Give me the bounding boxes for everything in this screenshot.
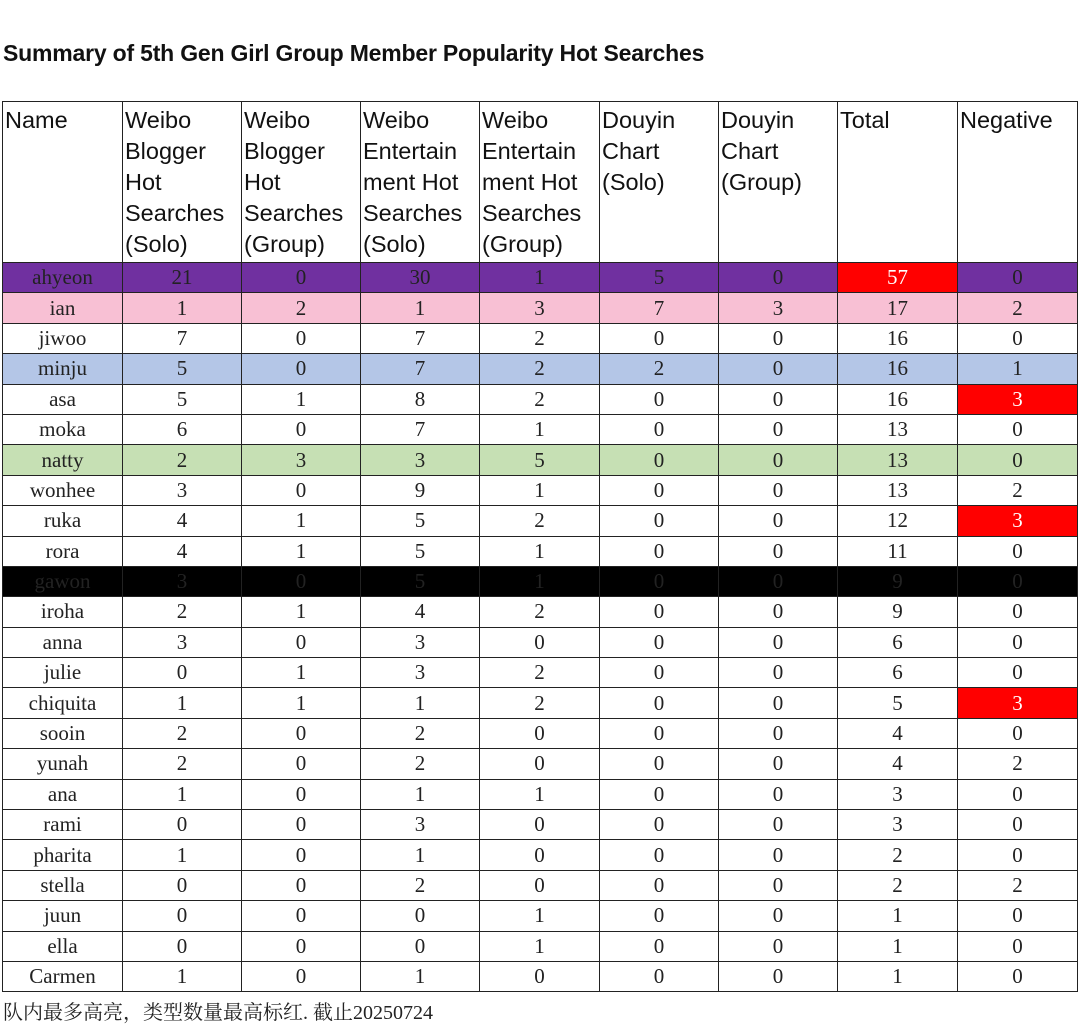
cell-total: 12 xyxy=(838,506,958,536)
cell-douyin-group: 0 xyxy=(719,779,838,809)
cell-douyin-group: 0 xyxy=(719,354,838,384)
cell-name: ella xyxy=(3,931,123,961)
footnote: 队内最多高亮，类型数量最高标红. 截止20250724 xyxy=(3,1002,433,1024)
cell-name: minju xyxy=(3,354,123,384)
cell-douyin-solo: 0 xyxy=(600,961,719,991)
cell-weibo-blogger-solo: 2 xyxy=(123,597,242,627)
cell-douyin-group: 0 xyxy=(719,749,838,779)
cell-total: 3 xyxy=(838,810,958,840)
column-header-douyin-solo: Douyin Chart (Solo) xyxy=(600,102,719,263)
cell-weibo-blogger-solo: 4 xyxy=(123,536,242,566)
cell-douyin-solo: 0 xyxy=(600,475,719,505)
cell-total: 1 xyxy=(838,901,958,931)
cell-negative: 0 xyxy=(958,931,1078,961)
cell-weibo-blogger-group: 0 xyxy=(242,961,361,991)
cell-weibo-entertainment-solo: 0 xyxy=(361,901,480,931)
table-row xyxy=(3,414,1078,444)
cell-name: wonhee xyxy=(3,475,123,505)
cell-weibo-entertainment-group: 2 xyxy=(480,354,600,384)
cell-weibo-entertainment-group: 1 xyxy=(480,414,600,444)
cell-douyin-group: 0 xyxy=(719,414,838,444)
cell-negative: 0 xyxy=(958,658,1078,688)
cell-negative: 2 xyxy=(958,749,1078,779)
cell-douyin-group: 0 xyxy=(719,536,838,566)
table-row xyxy=(3,384,1078,414)
cell-negative: 0 xyxy=(958,901,1078,931)
cell-name: ahyeon xyxy=(3,263,123,293)
table-row xyxy=(3,445,1078,475)
table-row xyxy=(3,323,1078,353)
cell-douyin-solo: 0 xyxy=(600,566,719,596)
table-row xyxy=(3,293,1078,323)
cell-douyin-group: 0 xyxy=(719,384,838,414)
cell-weibo-entertainment-solo: 1 xyxy=(361,840,480,870)
cell-weibo-entertainment-solo: 1 xyxy=(361,961,480,991)
cell-name: ana xyxy=(3,779,123,809)
cell-weibo-entertainment-solo: 5 xyxy=(361,566,480,596)
table-row xyxy=(3,718,1078,748)
cell-douyin-solo: 0 xyxy=(600,749,719,779)
cell-weibo-entertainment-group: 2 xyxy=(480,506,600,536)
cell-weibo-entertainment-solo: 1 xyxy=(361,293,480,323)
cell-weibo-entertainment-solo: 0 xyxy=(361,931,480,961)
cell-weibo-blogger-solo: 1 xyxy=(123,779,242,809)
cell-total: 1 xyxy=(838,931,958,961)
table-row xyxy=(3,931,1078,961)
cell-weibo-blogger-group: 0 xyxy=(242,840,361,870)
cell-name: iroha xyxy=(3,597,123,627)
cell-negative: 0 xyxy=(958,627,1078,657)
table-body xyxy=(3,263,1078,992)
column-header-weibo-entertainment-solo: Weibo Entertain ment Hot Searches (Solo) xyxy=(361,102,480,263)
cell-douyin-solo: 0 xyxy=(600,901,719,931)
cell-weibo-entertainment-group: 0 xyxy=(480,870,600,900)
cell-weibo-blogger-group: 1 xyxy=(242,506,361,536)
cell-name: asa xyxy=(3,384,123,414)
cell-weibo-entertainment-group: 1 xyxy=(480,475,600,505)
header-row xyxy=(3,102,1078,263)
table-row xyxy=(3,263,1078,293)
popularity-table xyxy=(2,101,1078,992)
cell-weibo-blogger-group: 0 xyxy=(242,475,361,505)
cell-weibo-entertainment-solo: 3 xyxy=(361,810,480,840)
cell-douyin-group: 0 xyxy=(719,323,838,353)
cell-douyin-group: 3 xyxy=(719,293,838,323)
cell-weibo-entertainment-group: 0 xyxy=(480,961,600,991)
cell-weibo-entertainment-solo: 3 xyxy=(361,627,480,657)
cell-douyin-group: 0 xyxy=(719,506,838,536)
cell-douyin-group: 0 xyxy=(719,658,838,688)
cell-weibo-entertainment-solo: 2 xyxy=(361,718,480,748)
cell-douyin-group: 0 xyxy=(719,688,838,718)
cell-weibo-blogger-solo: 2 xyxy=(123,718,242,748)
cell-name: Carmen xyxy=(3,961,123,991)
cell-negative: 0 xyxy=(958,779,1078,809)
cell-negative: 0 xyxy=(958,323,1078,353)
table-row xyxy=(3,354,1078,384)
cell-weibo-entertainment-group: 0 xyxy=(480,840,600,870)
cell-douyin-solo: 0 xyxy=(600,718,719,748)
cell-weibo-blogger-solo: 6 xyxy=(123,414,242,444)
cell-total: 4 xyxy=(838,749,958,779)
cell-weibo-entertainment-group: 5 xyxy=(480,445,600,475)
cell-douyin-solo: 0 xyxy=(600,323,719,353)
cell-negative: 0 xyxy=(958,263,1078,293)
table-row xyxy=(3,506,1078,536)
cell-total: 17 xyxy=(838,293,958,323)
cell-total: 16 xyxy=(838,323,958,353)
cell-douyin-solo: 0 xyxy=(600,627,719,657)
cell-weibo-entertainment-group: 3 xyxy=(480,293,600,323)
cell-weibo-entertainment-solo: 8 xyxy=(361,384,480,414)
cell-douyin-solo: 0 xyxy=(600,445,719,475)
cell-douyin-solo: 0 xyxy=(600,688,719,718)
cell-name: chiquita xyxy=(3,688,123,718)
cell-total: 13 xyxy=(838,475,958,505)
cell-weibo-entertainment-solo: 7 xyxy=(361,414,480,444)
cell-weibo-entertainment-solo: 5 xyxy=(361,506,480,536)
cell-douyin-solo: 7 xyxy=(600,293,719,323)
column-header-weibo-entertainment-group: Weibo Entertain ment Hot Searches (Group) xyxy=(480,102,600,263)
cell-negative: 0 xyxy=(958,961,1078,991)
cell-weibo-entertainment-solo: 2 xyxy=(361,749,480,779)
table-row xyxy=(3,627,1078,657)
cell-weibo-blogger-solo: 0 xyxy=(123,810,242,840)
cell-douyin-group: 0 xyxy=(719,475,838,505)
table-row xyxy=(3,475,1078,505)
cell-weibo-blogger-group: 0 xyxy=(242,779,361,809)
cell-weibo-blogger-group: 1 xyxy=(242,658,361,688)
cell-negative: 1 xyxy=(958,354,1078,384)
cell-douyin-group: 0 xyxy=(719,870,838,900)
cell-douyin-solo: 0 xyxy=(600,810,719,840)
cell-weibo-blogger-solo: 0 xyxy=(123,870,242,900)
cell-name: julie xyxy=(3,658,123,688)
cell-weibo-entertainment-group: 2 xyxy=(480,384,600,414)
column-header-weibo-blogger-group: Weibo Blogger Hot Searches (Group) xyxy=(242,102,361,263)
cell-weibo-blogger-group: 0 xyxy=(242,870,361,900)
cell-douyin-solo: 0 xyxy=(600,779,719,809)
cell-weibo-blogger-solo: 21 xyxy=(123,263,242,293)
cell-name: juun xyxy=(3,901,123,931)
table-row xyxy=(3,597,1078,627)
cell-total: 2 xyxy=(838,840,958,870)
table-row xyxy=(3,810,1078,840)
cell-negative: 3 xyxy=(958,506,1078,536)
cell-total: 16 xyxy=(838,384,958,414)
cell-negative: 0 xyxy=(958,597,1078,627)
cell-name: moka xyxy=(3,414,123,444)
cell-weibo-entertainment-group: 1 xyxy=(480,566,600,596)
cell-total: 13 xyxy=(838,445,958,475)
cell-douyin-group: 0 xyxy=(719,840,838,870)
cell-weibo-entertainment-solo: 1 xyxy=(361,779,480,809)
cell-negative: 0 xyxy=(958,566,1078,596)
cell-weibo-blogger-solo: 0 xyxy=(123,901,242,931)
cell-weibo-blogger-group: 1 xyxy=(242,536,361,566)
cell-weibo-entertainment-group: 0 xyxy=(480,749,600,779)
cell-total: 9 xyxy=(838,566,958,596)
table-row xyxy=(3,749,1078,779)
table-row xyxy=(3,870,1078,900)
cell-name: pharita xyxy=(3,840,123,870)
cell-total: 6 xyxy=(838,627,958,657)
cell-douyin-group: 0 xyxy=(719,718,838,748)
cell-weibo-entertainment-solo: 30 xyxy=(361,263,480,293)
cell-total: 16 xyxy=(838,354,958,384)
cell-name: natty xyxy=(3,445,123,475)
cell-douyin-group: 0 xyxy=(719,566,838,596)
cell-douyin-group: 0 xyxy=(719,810,838,840)
cell-weibo-entertainment-solo: 7 xyxy=(361,354,480,384)
cell-weibo-entertainment-group: 0 xyxy=(480,810,600,840)
cell-negative: 0 xyxy=(958,536,1078,566)
cell-weibo-entertainment-group: 0 xyxy=(480,627,600,657)
column-header-negative: Negative xyxy=(958,102,1078,263)
cell-negative: 0 xyxy=(958,445,1078,475)
cell-weibo-entertainment-group: 2 xyxy=(480,688,600,718)
cell-weibo-blogger-group: 3 xyxy=(242,445,361,475)
cell-total: 11 xyxy=(838,536,958,566)
column-header-douyin-group: Douyin Chart (Group) xyxy=(719,102,838,263)
cell-weibo-blogger-solo: 3 xyxy=(123,566,242,596)
cell-weibo-blogger-solo: 3 xyxy=(123,627,242,657)
cell-weibo-blogger-group: 0 xyxy=(242,566,361,596)
table-row xyxy=(3,536,1078,566)
cell-weibo-blogger-solo: 2 xyxy=(123,749,242,779)
table-row xyxy=(3,901,1078,931)
cell-weibo-entertainment-group: 1 xyxy=(480,931,600,961)
cell-weibo-blogger-solo: 0 xyxy=(123,931,242,961)
cell-negative: 0 xyxy=(958,810,1078,840)
cell-douyin-solo: 0 xyxy=(600,870,719,900)
cell-weibo-entertainment-group: 0 xyxy=(480,718,600,748)
cell-weibo-blogger-solo: 5 xyxy=(123,384,242,414)
table-row xyxy=(3,566,1078,596)
cell-weibo-blogger-group: 1 xyxy=(242,597,361,627)
cell-weibo-blogger-solo: 1 xyxy=(123,840,242,870)
column-header-weibo-blogger-solo: Weibo Blogger Hot Searches (Solo) xyxy=(123,102,242,263)
cell-weibo-entertainment-group: 2 xyxy=(480,597,600,627)
cell-total: 5 xyxy=(838,688,958,718)
cell-negative: 2 xyxy=(958,475,1078,505)
cell-douyin-group: 0 xyxy=(719,597,838,627)
cell-weibo-entertainment-group: 1 xyxy=(480,536,600,566)
cell-weibo-blogger-group: 0 xyxy=(242,323,361,353)
cell-douyin-solo: 0 xyxy=(600,840,719,870)
cell-weibo-blogger-group: 0 xyxy=(242,627,361,657)
cell-weibo-blogger-solo: 3 xyxy=(123,475,242,505)
cell-douyin-solo: 0 xyxy=(600,536,719,566)
cell-weibo-blogger-solo: 5 xyxy=(123,354,242,384)
cell-weibo-blogger-group: 0 xyxy=(242,931,361,961)
cell-douyin-group: 0 xyxy=(719,263,838,293)
cell-total: 6 xyxy=(838,658,958,688)
cell-weibo-blogger-group: 1 xyxy=(242,688,361,718)
cell-douyin-group: 0 xyxy=(719,931,838,961)
cell-douyin-solo: 5 xyxy=(600,263,719,293)
cell-name: ruka xyxy=(3,506,123,536)
cell-douyin-group: 0 xyxy=(719,961,838,991)
cell-douyin-group: 0 xyxy=(719,901,838,931)
cell-douyin-solo: 2 xyxy=(600,354,719,384)
cell-weibo-entertainment-solo: 1 xyxy=(361,688,480,718)
cell-weibo-blogger-group: 0 xyxy=(242,810,361,840)
cell-weibo-entertainment-solo: 3 xyxy=(361,445,480,475)
cell-weibo-blogger-group: 0 xyxy=(242,263,361,293)
cell-douyin-group: 0 xyxy=(719,627,838,657)
cell-name: jiwoo xyxy=(3,323,123,353)
cell-total: 3 xyxy=(838,779,958,809)
cell-name: rora xyxy=(3,536,123,566)
table-row xyxy=(3,840,1078,870)
cell-total: 4 xyxy=(838,718,958,748)
cell-negative: 3 xyxy=(958,384,1078,414)
table-row xyxy=(3,779,1078,809)
cell-name: rami xyxy=(3,810,123,840)
cell-weibo-entertainment-group: 1 xyxy=(480,901,600,931)
cell-name: yunah xyxy=(3,749,123,779)
cell-weibo-blogger-group: 0 xyxy=(242,414,361,444)
cell-negative: 3 xyxy=(958,688,1078,718)
cell-name: stella xyxy=(3,870,123,900)
cell-negative: 0 xyxy=(958,718,1078,748)
cell-douyin-solo: 0 xyxy=(600,931,719,961)
cell-weibo-blogger-solo: 1 xyxy=(123,688,242,718)
cell-total: 2 xyxy=(838,870,958,900)
cell-weibo-blogger-group: 0 xyxy=(242,354,361,384)
column-header-total: Total xyxy=(838,102,958,263)
cell-total: 13 xyxy=(838,414,958,444)
cell-name: anna xyxy=(3,627,123,657)
cell-weibo-blogger-group: 0 xyxy=(242,901,361,931)
cell-douyin-group: 0 xyxy=(719,445,838,475)
cell-weibo-blogger-group: 0 xyxy=(242,718,361,748)
cell-weibo-blogger-solo: 0 xyxy=(123,658,242,688)
cell-weibo-blogger-solo: 1 xyxy=(123,961,242,991)
cell-douyin-solo: 0 xyxy=(600,658,719,688)
cell-negative: 0 xyxy=(958,840,1078,870)
cell-weibo-blogger-group: 1 xyxy=(242,384,361,414)
cell-weibo-entertainment-group: 2 xyxy=(480,323,600,353)
cell-weibo-entertainment-solo: 5 xyxy=(361,536,480,566)
table-row xyxy=(3,961,1078,991)
cell-douyin-solo: 0 xyxy=(600,384,719,414)
cell-name: gawon xyxy=(3,566,123,596)
cell-weibo-blogger-solo: 1 xyxy=(123,293,242,323)
cell-weibo-blogger-group: 0 xyxy=(242,749,361,779)
cell-negative: 2 xyxy=(958,293,1078,323)
cell-douyin-solo: 0 xyxy=(600,597,719,627)
cell-negative: 2 xyxy=(958,870,1078,900)
table-row xyxy=(3,658,1078,688)
cell-weibo-entertainment-solo: 2 xyxy=(361,870,480,900)
cell-total: 9 xyxy=(838,597,958,627)
cell-douyin-solo: 0 xyxy=(600,414,719,444)
table-row xyxy=(3,688,1078,718)
cell-name: ian xyxy=(3,293,123,323)
cell-negative: 0 xyxy=(958,414,1078,444)
cell-weibo-blogger-solo: 2 xyxy=(123,445,242,475)
cell-weibo-blogger-solo: 7 xyxy=(123,323,242,353)
cell-weibo-entertainment-solo: 3 xyxy=(361,658,480,688)
cell-weibo-entertainment-group: 1 xyxy=(480,263,600,293)
cell-total: 1 xyxy=(838,961,958,991)
cell-total: 57 xyxy=(838,263,958,293)
cell-weibo-entertainment-group: 1 xyxy=(480,779,600,809)
cell-weibo-blogger-group: 2 xyxy=(242,293,361,323)
cell-douyin-solo: 0 xyxy=(600,506,719,536)
column-header-name: Name xyxy=(3,102,123,263)
cell-weibo-entertainment-solo: 9 xyxy=(361,475,480,505)
cell-weibo-entertainment-solo: 7 xyxy=(361,323,480,353)
cell-weibo-entertainment-solo: 4 xyxy=(361,597,480,627)
cell-weibo-entertainment-group: 2 xyxy=(480,658,600,688)
cell-weibo-blogger-solo: 4 xyxy=(123,506,242,536)
cell-name: sooin xyxy=(3,718,123,748)
table-title: Summary of 5th Gen Girl Group Member Popularity Hot Searches xyxy=(3,40,705,66)
